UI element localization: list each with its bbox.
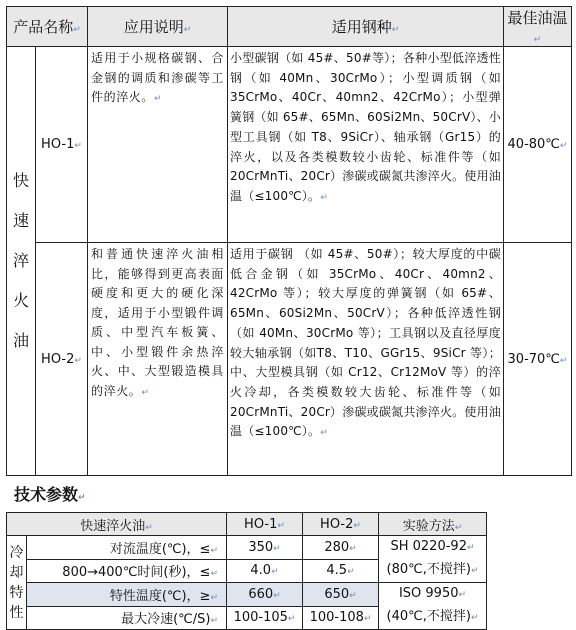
param-value-ho1: 4.0↵ [227, 559, 303, 583]
category-cell [7, 47, 36, 476]
param-value-ho2: 4.5↵ [303, 559, 379, 583]
product-code: HO-1↵ [36, 47, 88, 243]
vertical-label-char: 油 [12, 331, 29, 350]
param-label: 特性温度(℃)，≥↵ [27, 583, 227, 607]
table-row [7, 243, 572, 476]
steel-text: 适用于碳钢 （如 45#、50#）；较大厚度的中碳低合金钢（如 35CrMo、40Cr、40mn2、42CrMo 等）；较大厚度的弹簧钢（如 65#、65Mn、60Si2Mn、50CrV）；各种低淬透性钢（如 40Mn、30CrMo 等）；工具钢以及直径厚度较大轴承钢（如T8、T10、GGr15、9SiCr 等）；中、大型模具钢（如 Cr12、Cr12MoV 等）的淬火冷却，各类模数较大齿轮、标准件等（如 20CrMnTi、20Cr）渗碳或碳氮共渗淬火。使用油温（≤100℃）。↵ [228, 243, 504, 476]
header-usage: 应用说明↵ [88, 7, 228, 47]
header-steel: 适用钢种↵ [228, 7, 504, 47]
vertical-label-char: 性 [9, 604, 24, 621]
param-value-ho2: 650↵ [303, 583, 379, 607]
temp-value: 30-70℃↵ [504, 243, 572, 476]
vertical-label-char: 淬 [12, 251, 29, 270]
product-table-header-row [7, 7, 572, 47]
temp-value: 40-80℃↵ [504, 47, 572, 243]
vertical-label-char: 火 [12, 291, 29, 310]
product-code: HO-2↵ [36, 243, 88, 476]
param-table [6, 512, 487, 630]
section-title: 技术参数↵ [14, 485, 86, 504]
param-header-ho1: HO-1↵ [227, 513, 303, 536]
param-value-ho2: 280↵ [303, 536, 379, 560]
param-label: 对流温度(℃)，≤↵ [27, 536, 227, 560]
param-header-method: 实验方法↵ [379, 513, 487, 536]
vertical-label-char: 却 [9, 564, 24, 581]
vertical-label-char: 特 [9, 584, 24, 601]
vertical-label-char: 速 [12, 211, 29, 230]
param-value-ho1: 350↵ [227, 536, 303, 560]
param-label: 800→400℃时间(秒)，≤↵ [27, 559, 227, 583]
param-value-ho1: 660↵ [227, 583, 303, 607]
param-header-row [7, 513, 487, 536]
usage-text: 和普通快速淬火油相比，能够得到更高表面硬度和更大的硬化深度，适用于小型锻件调质、中型汽车板簧、中、小型锻件余热淬火、中、大型锻造模具的淬火。↵ [88, 243, 228, 476]
param-header-product: 快速淬火油↵ [7, 513, 227, 536]
param-label: 最大冷速(℃/S)↵ [27, 606, 227, 630]
vertical-label-char: 冷 [9, 544, 24, 561]
table-row [7, 583, 487, 607]
group-label [7, 536, 27, 630]
param-value-ho2: 100-108↵ [303, 606, 379, 630]
table-row [7, 47, 572, 243]
category-label [7, 161, 35, 361]
product-table [6, 6, 572, 476]
test-method: ISO 9950↵ (40℃,不搅拌)↵ [379, 583, 487, 630]
param-header-ho2: HO-2↵ [303, 513, 379, 536]
usage-text: 适用于小规格碳钢、合金钢的调质和渗碳等工件的淬火。↵ [88, 47, 228, 243]
table-row [7, 536, 487, 560]
param-value-ho1: 100-105↵ [227, 606, 303, 630]
header-product-name: 产品名称↵ [7, 7, 88, 47]
steel-text: 小型碳钢（如 45#、50#等）；各种小型低淬透性钢（如 40Mn、30CrMo）；小型调质钢（如 35CrMo、40Cr、40mn2、42CrMo）；小型弹簧钢（如 65#、65Mn、60Si2Mn、50CrV）、小型工具钢（如 T8、9SiCr）、轴承钢（Gr15）的淬火，以及各类模数较小齿轮、标准件等（如20CrMnTi、20Cr）渗碳或碳氮共渗淬火。使用油温（≤100℃）。↵ [228, 47, 504, 243]
test-method: SH 0220-92↵ (80℃,不搅拌)↵ [379, 536, 487, 583]
header-temp: 最佳油温↵ [504, 7, 572, 47]
vertical-label-char: 快 [12, 171, 29, 190]
